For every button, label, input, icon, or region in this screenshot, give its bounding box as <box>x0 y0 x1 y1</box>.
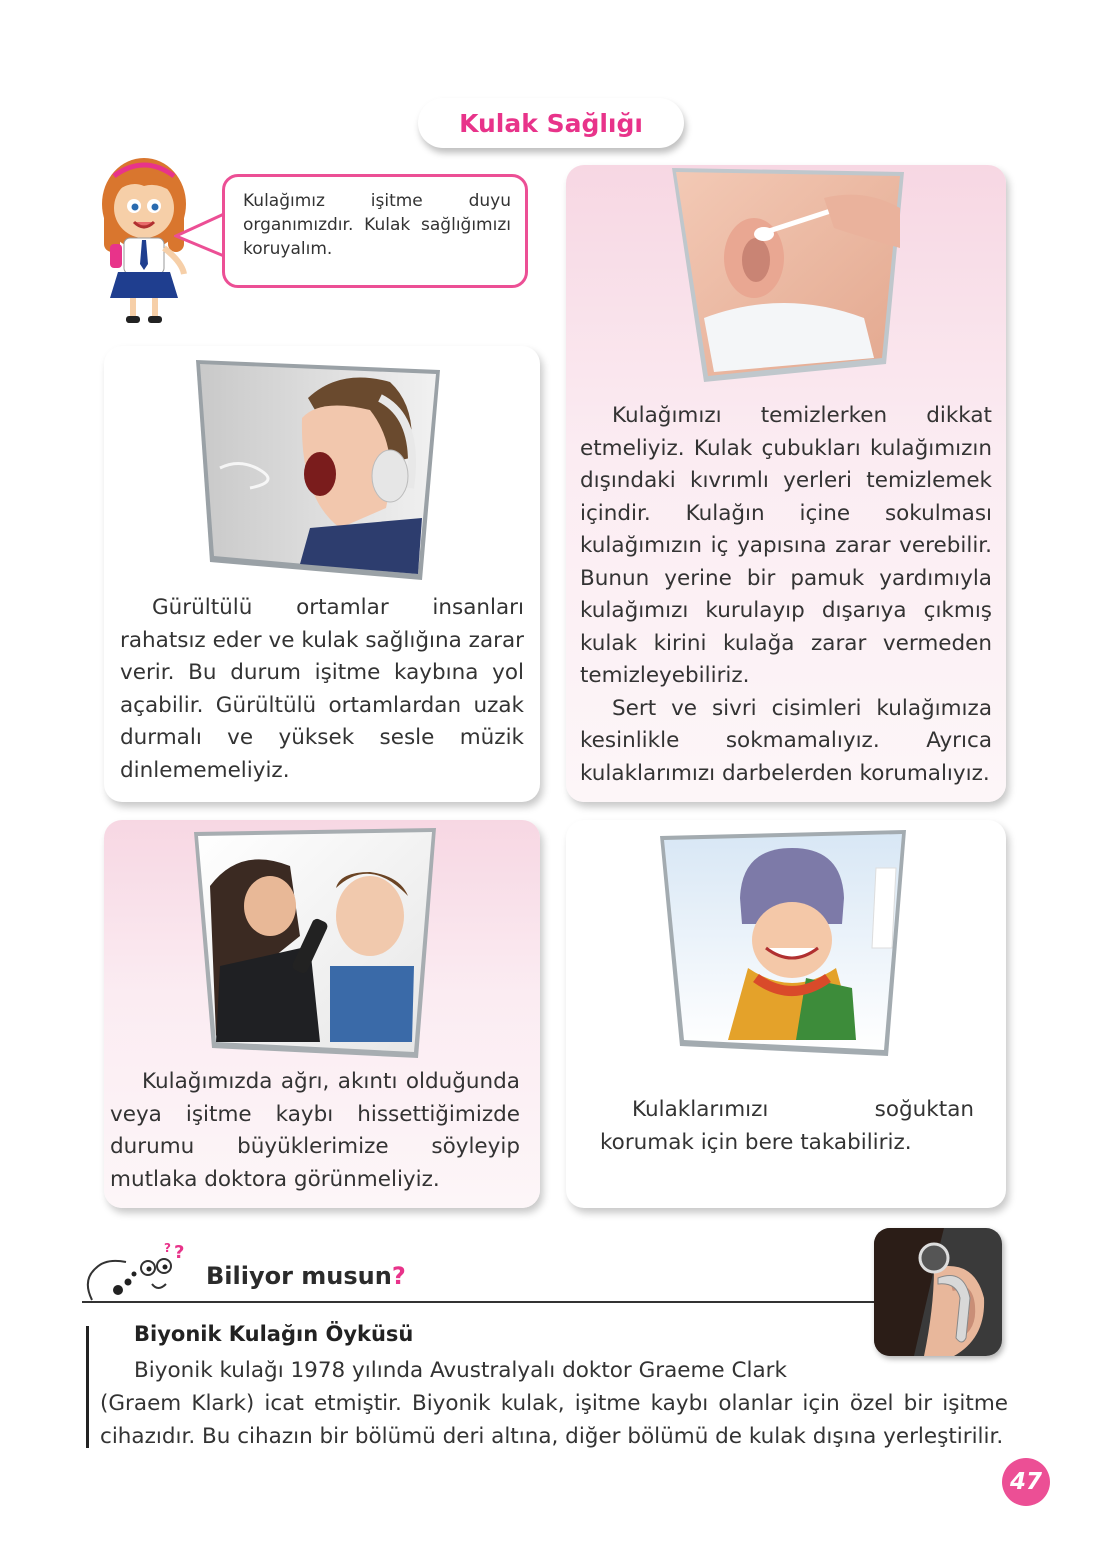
bionic-ear-illustration <box>874 1228 1002 1356</box>
info-vertical-bar <box>86 1326 89 1448</box>
doctor-paragraph: Kulağımızda ağrı, akıntı olduğunda veya işitme kaybı hissettiğimizde durumu büyüklerimize söyleyip mutlaka doktora görünmeliyiz. <box>110 1069 520 1192</box>
info-text-rest: (Graem Klark) icat etmiştir. Biyonik kulak, işitme kaybı olanlar için özel bir işitme cihazıdır. Bu cihazın bir bölümü deri altına, diğer bölümü de kulak dışına yerleştirilir. <box>100 1391 1008 1449</box>
page-title: Kulak Sağlığı <box>418 98 684 148</box>
ear-cleaning-paragraph-2: Sert ve sivri cisimleri kulağımıza kesinlikle sokmamalıyız. Ayrıca kulaklarımızı darbelerden korumalıyız. <box>580 695 992 786</box>
noise-text <box>120 592 524 787</box>
page-number: 47 <box>1002 1458 1050 1506</box>
doctor-text <box>110 1066 520 1196</box>
cold-paragraph: Kulaklarımızı soğuktan korumak için bere takabiliriz. <box>600 1097 974 1155</box>
biliyor-label-text: Biliyor musun <box>206 1262 392 1290</box>
noise-paragraph: Gürültülü ortamlar insanları rahatsız eder ve kulak sağlığına zarar verir. Bu durum işitme kaybına yol açabilir. Gürültülü ortamlardan uzak durmalı ve yüksek sesle müzik dinlememeliyiz. <box>120 595 524 783</box>
child-with-beanie-photo <box>656 828 910 1062</box>
info-heading: Biyonik Kulağın Öyküsü <box>134 1322 414 1346</box>
biliyor-question-mark: ? <box>391 1262 406 1290</box>
svg-text:?: ? <box>174 1242 185 1263</box>
ear-cleaning-photo <box>664 168 912 384</box>
bionic-ear-photo <box>874 1228 1002 1356</box>
ear-cleaning-paragraph-1: Kulağımızı temizlerken dikkat etmeliyiz. Kulak çubukları kulağımızın dışındaki kıvrımlı yerleri temizlemek içindir. Kulağın içine sokulması kulağımızın iç yapısına zarar verebilir. Bunun yerine bir pamuk yardımıyla kulağımızı kurulayıp dışarıya çıkmış kulak kirini kulağa zarar vermeden temizleyebiliriz. <box>580 403 992 688</box>
info-text-first-line: Biyonik kulağı 1978 yılında Avustralyalı doktor Graeme Clark <box>134 1358 787 1383</box>
speech-tail <box>174 208 226 262</box>
headphones-boy-photo <box>190 358 446 584</box>
info-text <box>100 1354 1008 1453</box>
speech-text: Kulağımız işitme duyu organımızdır. Kulak sağlığımızı koruyalım. <box>243 191 511 259</box>
speech-bubble <box>222 174 528 288</box>
svg-text:?: ? <box>164 1241 171 1255</box>
biliyor-musun-label <box>206 1262 406 1290</box>
doctor-examining-photo <box>190 826 440 1062</box>
thinking-creature-icon <box>82 1240 202 1304</box>
section-rule <box>82 1301 882 1303</box>
ear-cleaning-text <box>580 400 992 790</box>
cold-text <box>600 1094 974 1159</box>
